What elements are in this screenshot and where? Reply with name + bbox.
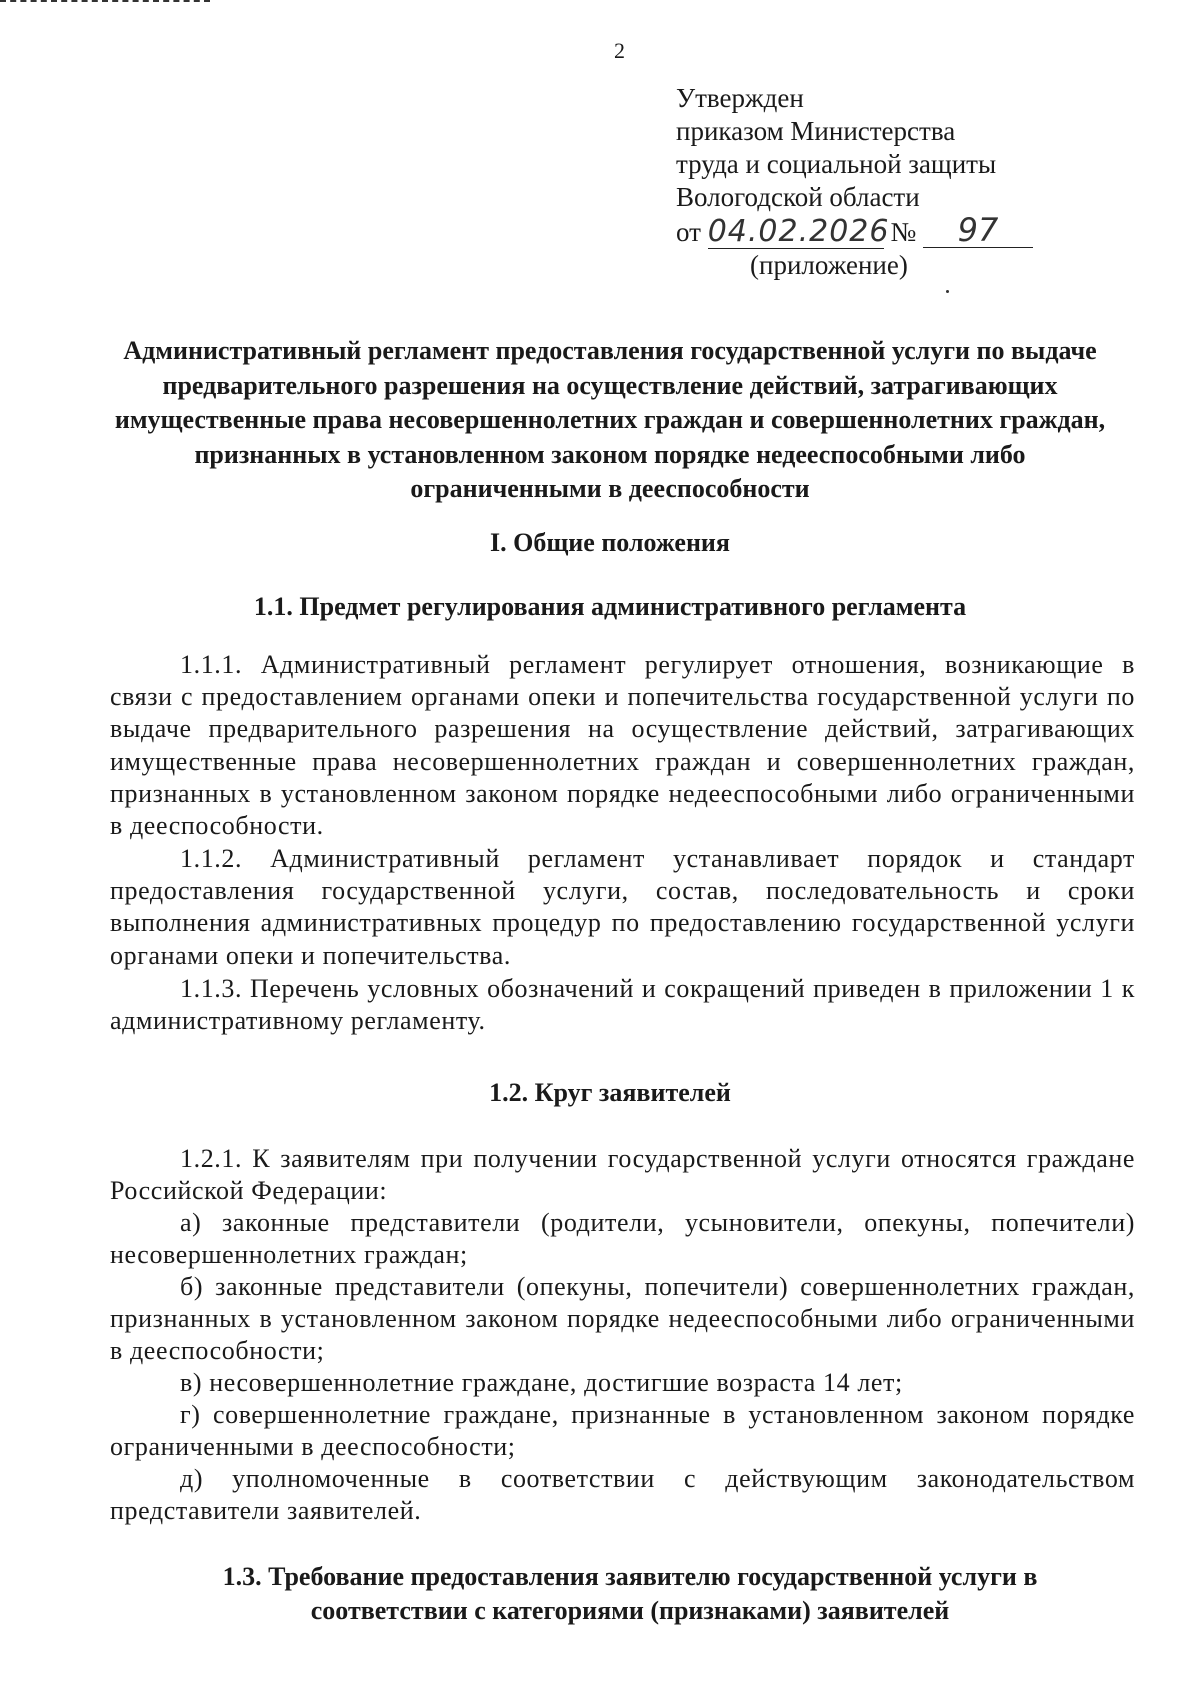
handwritten-order-number: 97	[923, 214, 1033, 248]
scan-artifact-line	[0, 0, 210, 6]
section-heading: I. Общие положения	[490, 528, 730, 557]
paragraph-1-1-1: 1.1.1. Административный регламент регулирует отношения, возникающие в связи с предоставлением органами опеки и попечительства государственной услуги по выдаче предварительного разрешения на осуществление действий, затрагивающих имущественные права несовершеннолетних граждан и совершеннолетних граждан, признанных в установленном законом порядке недееспособными либо ограниченными в дееспособности.	[110, 650, 1135, 841]
subsection-1-1-heading: 1.1. Предмет регулирования административного регламента	[253, 592, 967, 621]
paragraph-1-1-3: 1.1.3. Перечень условных обозначений и сокращений приведен в приложении 1 к административному регламенту.	[110, 974, 1135, 1036]
date-prefix: от	[676, 217, 701, 247]
paragraph-1-2-1: 1.2.1. К заявителям при получении государственной услуги относятся граждане Российской Федерации:	[110, 1144, 1135, 1206]
approval-line-4: Вологодской области	[676, 182, 920, 212]
paragraph-1-1-2: 1.1.2. Административный регламент устанавливает порядок и стандарт предоставления государственной услуги, состав, последовательность и сроки выполнения административных процедур по предоставлению государственной услуги органами опеки и попечительства.	[110, 844, 1135, 970]
approval-line-2: приказом Министерства	[676, 116, 956, 146]
subsection-1-3-heading: 1.3. Требование предоставления заявителю государственной услуги в соответствии с категориями (признаками) заявителей	[222, 1562, 1038, 1625]
list-item-b: б) законные представители (опекуны, попечители) совершеннолетних граждан, признанных в установленном законом порядке недееспособными либо ограниченными в дееспособности;	[110, 1272, 1135, 1366]
handwritten-date: 04.02.2026	[707, 214, 890, 249]
approval-date-row	[676, 211, 1033, 249]
list-item-g: г) совершеннолетние граждане, признанные в установленном законом порядке ограниченными в дееспособности;	[110, 1400, 1135, 1462]
list-item-a: а) законные представители (родители, усыновители, опекуны, попечители) несовершеннолетних граждан;	[110, 1208, 1135, 1270]
subsection-1-2-heading: 1.2. Круг заявителей	[489, 1078, 731, 1107]
approval-line-1: Утвержден	[676, 83, 804, 113]
document-title: Административный регламент предоставления государственной услуги по выдаче предварительного разрешения на осуществление действий, затрагивающих имущественные права несовершеннолетних граждан и совершеннолетних граждан, признанных в установленном законом порядке недееспособными либо ограниченными в дееспособности	[114, 336, 1106, 503]
page-number: 2	[614, 38, 625, 63]
scan-speck	[946, 290, 949, 293]
list-item-v: в) несовершеннолетние граждане, достигшие возраста 14 лет;	[180, 1368, 903, 1397]
approval-line-3: труда и социальной защиты	[676, 149, 997, 179]
appendix-label: (приложение)	[750, 250, 908, 280]
approval-stamp-block	[676, 82, 1033, 282]
number-sign: №	[890, 217, 917, 247]
list-item-d: д) уполномоченные в соответствии с действующим законодательством представители заявителей.	[110, 1464, 1135, 1526]
